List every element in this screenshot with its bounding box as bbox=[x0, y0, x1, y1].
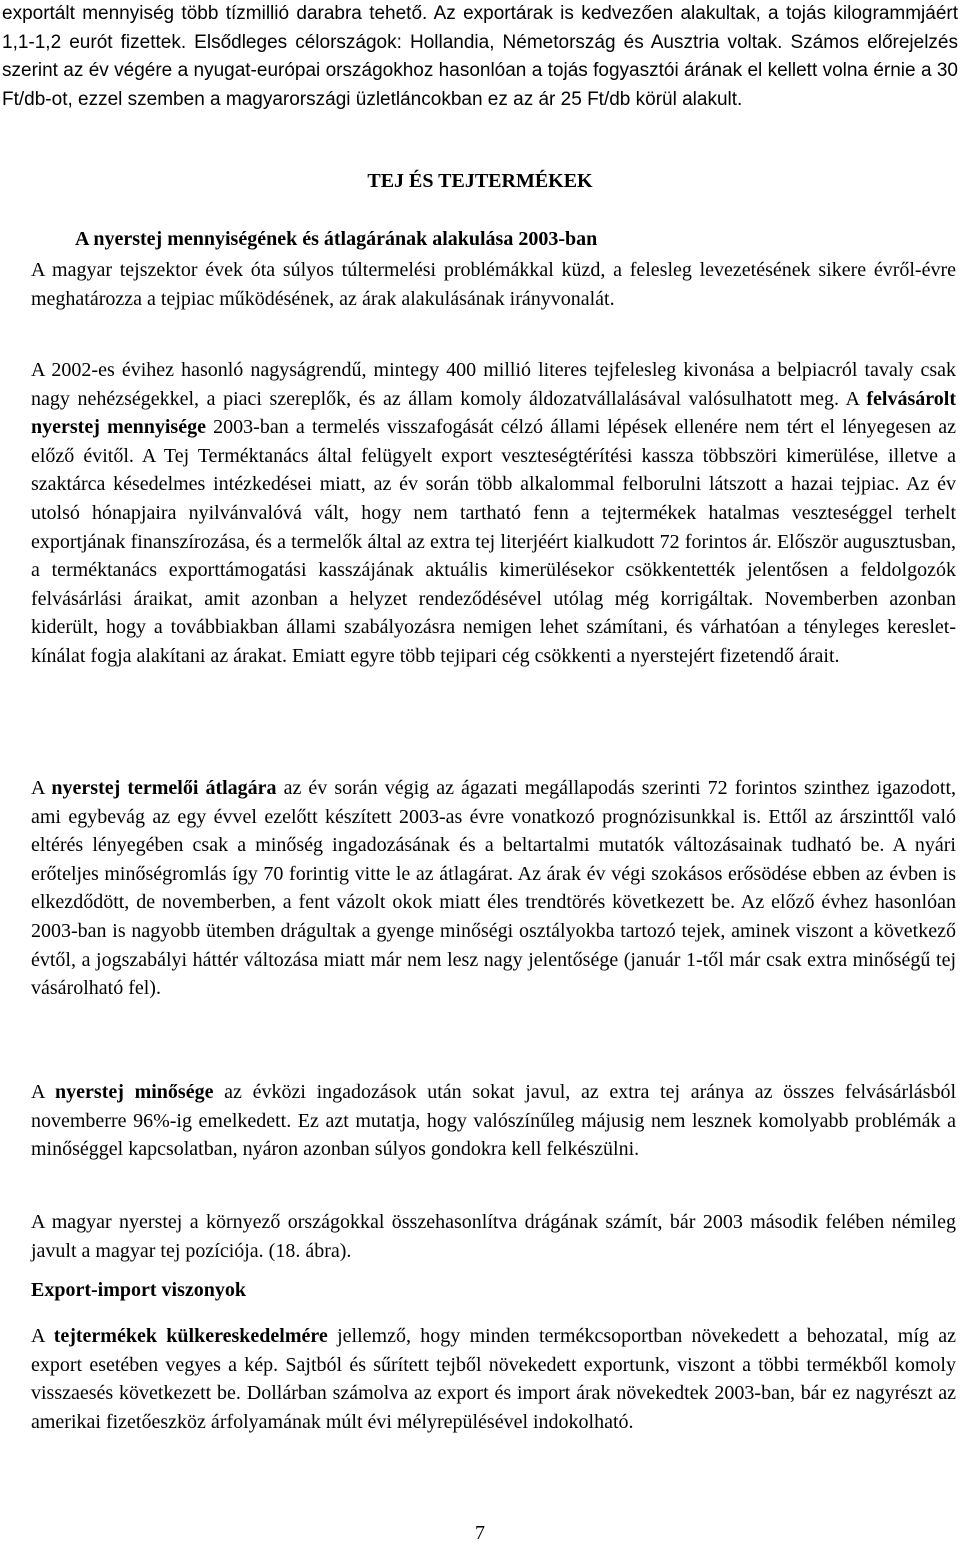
paragraph-3-text-c: az év során végig az ágazati megállapodás szerinti 72 forintos szinthez igazodott, ami egybevág az egy évvel ezelőtt készített 2003-as évre vonatkozó prognózisunkkal is. Ettől az árszinttől való eltérés lényegében csak a minőség ingadozásának és a beltartalmi mutatók változásainak tudható be. A nyári erőteljes minőségromlás így 70 forintig vitte le az átlagárat. Az árak év végi szokásos erősödése ebben az évben is elkezdődött, de novemberben, a fent vázolt okok miatt éles trendtörés következett be. Az előző évhez hasonlóan 2003-ban is nagyobb ütemben drágultak a gyenge minőségi osztályokba tartozó tejek, aminek viszont a következő évtől, a jogszabályi háttér változása miatt már nem lesz nagy jelentősége (január 1-től már csak extra minőségű tej vásárolható fel). bbox=[31, 777, 957, 1000]
paragraph-6-text-a: A bbox=[31, 1325, 54, 1347]
paragraph-6-text-c: jellemző, hogy minden termékcsoportban növekedett a behozatal, míg az export esetében vegyes a kép. Sajtból és sűrített tejből növekedett exportunk, viszont a többi termékből komoly visszaesés következett be. Dollárban számolva az export és import árak növekedtek 2003-ban, bár ez nagyrészt az amerikai fizetőeszköz árfolyamának múlt évi mélyrepülésével indokolható. bbox=[31, 1325, 956, 1433]
paragraph-6-bold: tejtermékek külkereskedelmére bbox=[53, 1325, 328, 1347]
page-number: 7 bbox=[475, 1522, 485, 1544]
paragraph-4-text-a: A bbox=[31, 1081, 56, 1103]
paragraph-4 bbox=[31, 1078, 956, 1164]
paragraph-6 bbox=[31, 1322, 956, 1436]
paragraph-2 bbox=[31, 356, 956, 671]
paragraph-1: A magyar tejszektor évek óta súlyos túltermelési problémákkal küzd, a felesleg levezetésének sikere évről-évre meghatározza a tejpiac működésének, az árak alakulásának irányvonalát. bbox=[31, 259, 956, 310]
paragraph-2-text-a: A 2002-es évihez hasonló nagyságrendű, mintegy 400 millió literes tejfelesleg kivonása a belpiacról tavaly csak nagy nehézségekkel, a piaci szereplők, és az állam komoly áldozatvállalásával valósulhatott meg. A bbox=[31, 359, 956, 410]
paragraph-5: A magyar nyerstej a környező országokkal összehasonlítva drágának számít, bár 2003 második felében némileg javult a magyar tej pozíciója. (18. ábra). bbox=[31, 1211, 956, 1262]
section-title: TEJ ÉS TEJTERMÉKEK bbox=[367, 170, 593, 192]
subsection-title: A nyerstej mennyiségének és átlagárának alakulása 2003-ban bbox=[75, 228, 598, 250]
export-import-heading: Export-import viszonyok bbox=[31, 1279, 246, 1301]
paragraph-3-text-a: A bbox=[31, 777, 52, 799]
paragraph-2-text-c: 2003-ban a termelés visszafogását célzó állami lépések ellenére nem tért el lényegesen az előző évitől. A Tej Terméktanács által felügyelt export veszteségtérítési kassza többszöri kimerülése, illetve a szaktárca késedelmes intézkedései miatt, az év során több alkalommal felborulni látszott a hazai tejpiac. Az év utolsó hónapjaira nyilvánvalóvá vált, hogy nem tartható fenn a tejtermékek hatalmas veszteséggel terhelt exportjának finanszírozása, és a termelők által az extra tej literjéért kialkudott 72 forintos ár. Először augusztusban, a terméktanács exporttámogatási kasszájának aktuális kimerülésekor csökkentették jelentősen a feldolgozók felvásárlási áraikat, amit azonban a helyzet rendeződésével utólag még korrigáltak. Novemberben azonban kiderült, hogy a továbbiakban állami szabályozásra nemigen lehet számítani, és várhatóan a tényleges kereslet-kínálat fogja alakítani az árakat. Emiatt egyre több tejipari cég csökkenti a nyerstejért fizetendő árait. bbox=[31, 416, 957, 667]
intro-paragraph: exportált mennyiség több tízmillió darabra tehető. Az exportárak is kedvezően alakultak, a tojás kilogrammjáért 1,1-1,2 eurót fizettek. Elsődleges célországok: Hollandia, Németország és Ausztria voltak. Számos előrejelzés szerint az év végére a nyugat-európai országokhoz hasonlóan a tojás fogyasztói árának el kellett volna érnie a 30 Ft/db-ot, ezzel szemben a magyarországi üzletláncokban ez az ár 25 Ft/db körül alakult. bbox=[2, 3, 958, 110]
paragraph-2-bold: felvásárolt nyerstej mennyisége bbox=[31, 387, 956, 439]
paragraph-3 bbox=[31, 774, 956, 1003]
paragraph-4-text-c: az évközi ingadozások után sokat javul, az extra tej aránya az összes felvásárlásból novemberre 96%-ig emelkedett. Ez azt mutatja, hogy valószínűleg májusig nem lesznek komolyabb problémák a minőséggel kapcsolatban, nyáron azonban súlyos gondokra kell felkészülni. bbox=[31, 1081, 956, 1161]
paragraph-4-bold: nyerstej minősége bbox=[55, 1081, 214, 1103]
paragraph-3-bold: nyerstej termelői átlagára bbox=[51, 777, 277, 799]
